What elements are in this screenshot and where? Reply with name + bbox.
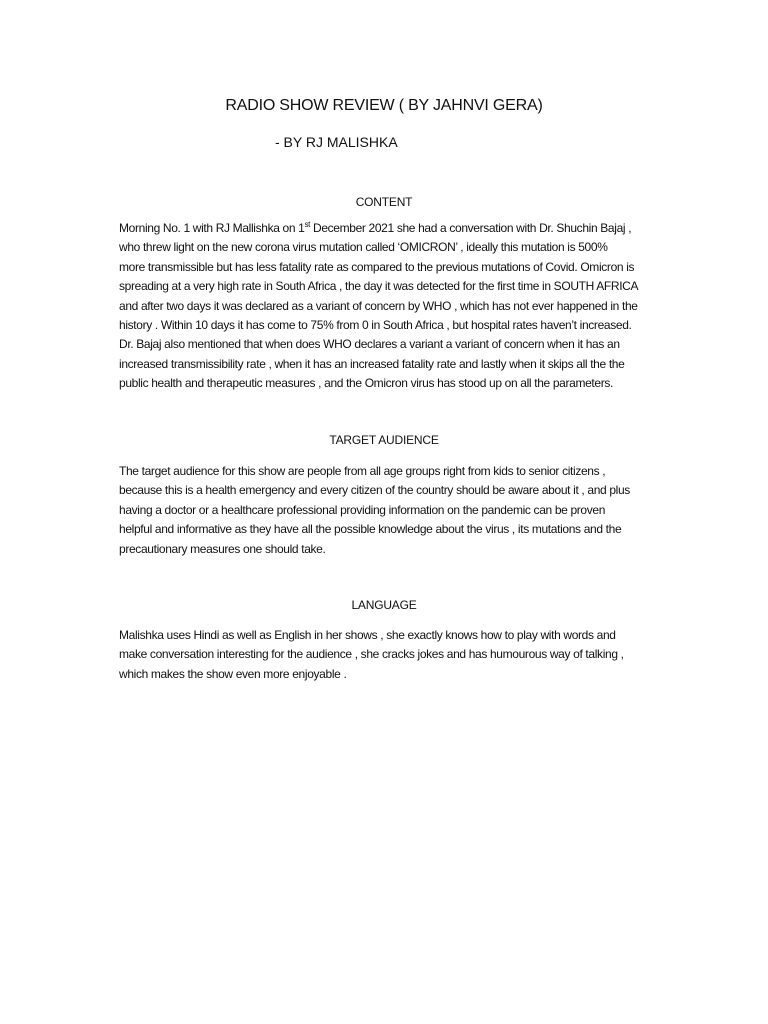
section-content-paragraph	[119, 219, 638, 394]
section-language-paragraph	[119, 626, 624, 684]
paragraph-line: history . Within 10 days it has come to 75% from 0 in South Africa , but hospital rates haven’t increased.	[119, 318, 632, 333]
section-heading-language: LANGUAGE	[351, 598, 417, 612]
line-text: Morning No. 1 with RJ Mallishka on 1	[119, 221, 305, 235]
section-heading-content: CONTENT	[355, 195, 413, 209]
line-text: December 2021 she had a conversation with Dr. Shuchin Bajaj ,	[310, 221, 632, 235]
paragraph-line: spreading at a very high rate in South Africa , the day it was detected for the first time in SOUTH AFRICA	[119, 279, 639, 294]
document-subtitle: - BY RJ MALISHKA	[275, 134, 398, 150]
paragraph-line: helpful and informative as they have all the possible knowledge about the virus , its mutations and the	[119, 522, 622, 537]
paragraph-line: precautionary measures one should take.	[119, 541, 326, 556]
paragraph-line: Malishka uses Hindi as well as English in her shows , she exactly knows how to play with words and	[119, 628, 616, 642]
paragraph-line	[119, 219, 638, 238]
paragraph-line: who threw light on the new corona virus mutation called ‘OMICRON’ , ideally this mutation is 500%	[119, 240, 608, 255]
section-target-audience-paragraph	[119, 462, 630, 559]
paragraph-line: having a doctor or a healthcare professional providing information on the pandemic can be proven	[119, 502, 606, 517]
paragraph-line: make conversation interesting for the audience , she cracks jokes and has humourous way of talking ,	[119, 647, 624, 662]
paragraph-line: public health and therapeutic measures , and the Omicron virus has stood up on all the parameters.	[119, 376, 613, 391]
paragraph-line: because this is a health emergency and every citizen of the country should be aware about it , and plus	[119, 483, 630, 498]
paragraph-line: The target audience for this show are people from all age groups right from kids to senior citizens ,	[119, 464, 606, 478]
paragraph-line: and after two days it was declared as a variant of concern by WHO , which has not ever happened in the	[119, 298, 638, 313]
paragraph-line: which makes the show even more enjoyable .	[119, 666, 347, 681]
paragraph-line: Dr. Bajaj also mentioned that when does WHO declares a variant a variant of concern when it has an	[119, 337, 620, 352]
paragraph-line: increased transmissibility rate , when it has an increased fatality rate and lastly when it skips all the the	[119, 356, 625, 371]
document-title: RADIO SHOW REVIEW ( BY JAHNVI GERA)	[225, 97, 543, 114]
section-heading-target-audience: TARGET AUDIENCE	[329, 433, 439, 447]
ordinal-suffix: st	[304, 220, 311, 229]
paragraph-line: more transmissible but has less fatality rate as compared to the previous mutations of Covid. Omicron is	[119, 259, 635, 274]
